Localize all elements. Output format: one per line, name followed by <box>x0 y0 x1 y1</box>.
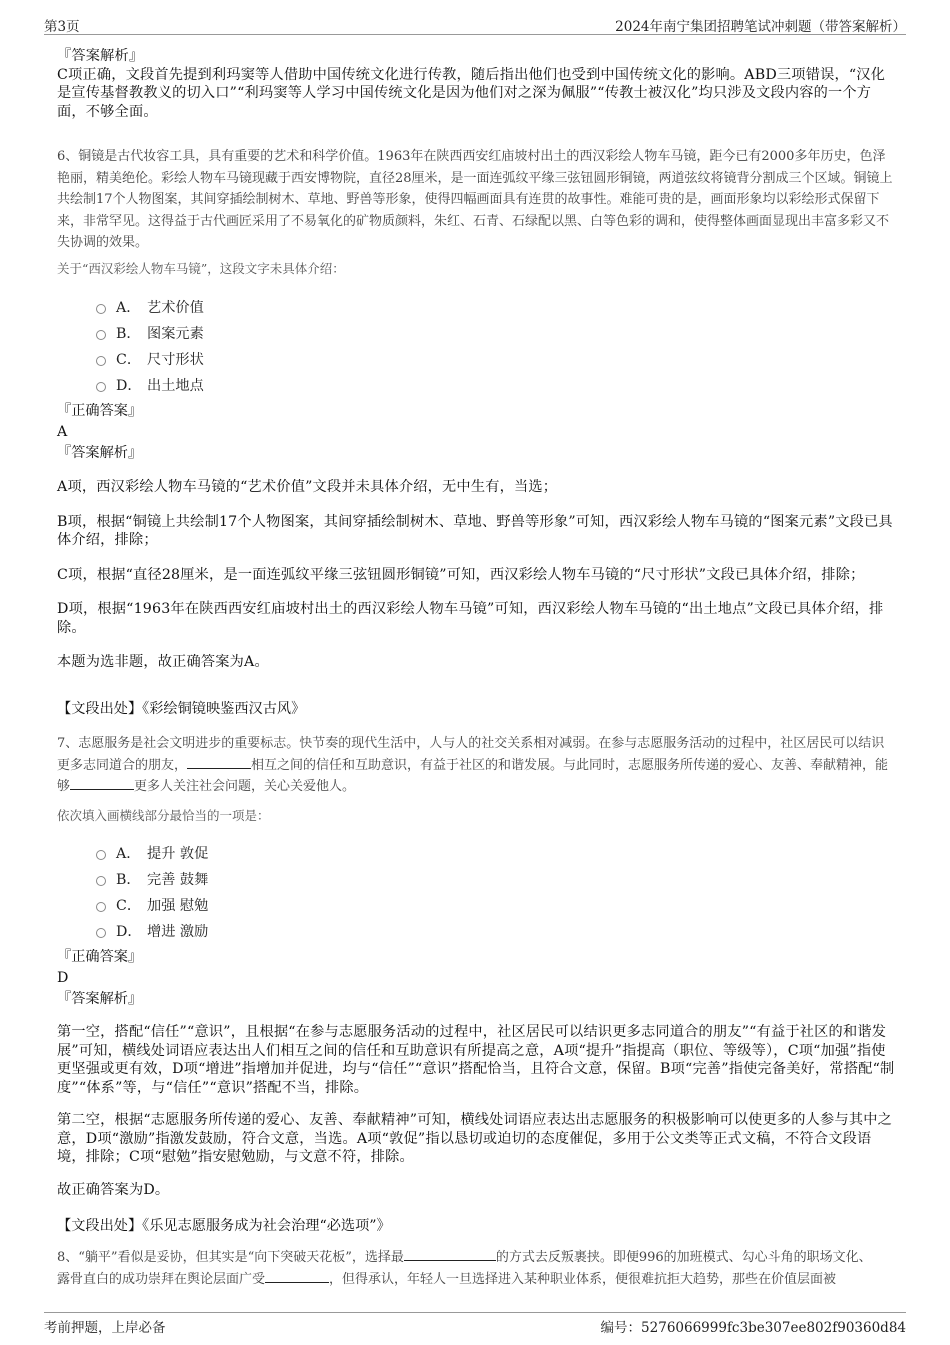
q7-analysis-second: 第二空，根据“志愿服务所传递的爱心、友善、奉献精神”可知，横线处词语应表达出志愿服务的积极影响可以使更多的人参与其中之意，D项“激励”指激发鼓励，符合文意，当选。A项“敦促”指以恳切或迫切的态度催促，多用于公文类等正式文稿，不符合文段语境，排除；C项“慰勉”指安慰勉励，与文意不符，排除。 <box>57 1112 892 1165</box>
page-header <box>44 14 906 35</box>
q7-stem: 7、志愿服务是社会文明进步的重要标志。快节奏的现代生活中，人与人的社交关系相对减弱。在参与志愿服务活动的过程中，社区居民可以结识更多志同道合的朋友， 相互之间的信任和互助意识，有益于社区的和谐发展。与此同时，志愿服务所传递的爱心、友善、奉献精神，能够 更多人关注社会问题，关心关爱他人。 <box>57 736 889 794</box>
q6-correct-label: 『正确答案』 <box>57 403 143 419</box>
q7-option-c[interactable]: C． 加强 慰勉 <box>96 892 208 918</box>
q7-correct-label: 『正确答案』 <box>57 949 143 965</box>
radio-icon[interactable] <box>96 356 106 366</box>
q6-option-c[interactable]: C． 尺寸形状 <box>96 346 204 372</box>
q6-option-d[interactable]: D． 出土地点 <box>96 372 204 398</box>
q7-analysis-conclusion: 故正确答案为D。 <box>57 1181 170 1198</box>
q6-option-b[interactable]: B． 图案元素 <box>96 320 204 346</box>
q7-options <box>96 840 208 944</box>
q6-analysis <box>57 478 897 682</box>
prev-analysis <box>57 47 897 121</box>
q6-options <box>96 294 204 398</box>
q6-analysis-c: C项，根据“直径28厘米，是一面连弧纹平缘三弦钮圆形铜镜”可知，西汉彩绘人物车马镜的“尺寸形状”文段已具体介绍，排除； <box>57 566 865 583</box>
q6-analysis-a: A项，西汉彩绘人物车马镜的“艺术价值”文段并未具体介绍，无中生有，当选； <box>57 479 558 495</box>
page-footer <box>44 1312 906 1336</box>
q6-correct-answer: A <box>57 424 68 440</box>
q6-option-a[interactable]: A． 艺术价值 <box>96 294 204 320</box>
q6-analysis-label: 『答案解析』 <box>57 445 143 461</box>
radio-icon[interactable] <box>96 382 106 392</box>
q6-stem: 6、铜镜是古代妆容工具，具有重要的艺术和科学价值。1963年在陕西西安红庙坡村出土的西汉彩绘人物车马镜，距今已有2000多年历史，色泽艳丽，精美绝伦。彩绘人物车马镜现藏于西安博物院，直径28厘米，是一面连弧纹平缘三弦钮圆形铜镜，两道弦纹将镜背分割成三个区域。铜镜上共绘制17个人物图案，其间穿插绘制树木、草地、野兽等形象，使得四幅画面具有连贯的故事性。难能可贵的是，画面形象均以彩绘形式保留下来，非常罕见。这得益于古代画匠采用了不易氧化的矿物质颜料，朱红、石青、石绿配以黑、白等色彩的调和，使得整体画面显现出丰富多彩又不失协调的效果。 <box>57 149 893 250</box>
q7-source: 【文段出处】《乐见志愿服务成为社会治理“必选项”》 <box>57 1218 391 1234</box>
footer-slogan: 考前押题，上岸必备 <box>44 1320 166 1336</box>
q7-option-b[interactable]: B． 完善 鼓舞 <box>96 866 208 892</box>
radio-icon[interactable] <box>96 876 106 886</box>
radio-icon[interactable] <box>96 850 106 860</box>
q8-blank-1 <box>404 1248 496 1261</box>
prev-analysis-label: 『答案解析』 <box>57 48 144 64</box>
q6-instruction: 关于“西汉彩绘人物车马镜”，这段文字未具体介绍： <box>57 261 345 276</box>
q8-stem: 8、“躺平”看似是妥协，但其实是“向下突破天花板”，选择最 的方式去反叛裹挟。即便996的加班模式、勾心斗角的职场文化、 露骨直白的成功崇拜在舆论层面广受 ，但得承认，年轻人一旦选择进入某种职业体系，便很难抗拒大趋势，那些在价值层面被 <box>57 1250 872 1287</box>
q6-analysis-d: D项，根据“1963年在陕西西安红庙坡村出土的西汉彩绘人物车马镜”可知，西汉彩绘人物车马镜的“出土地点”文段已具体介绍，排除。 <box>57 601 884 636</box>
page-number: 第3页 <box>44 19 80 35</box>
radio-icon[interactable] <box>96 928 106 938</box>
q7-analysis <box>57 1023 897 1209</box>
q7-blank-1 <box>187 756 251 769</box>
q6-analysis-conclusion: 本题为选非题，故正确答案为A。 <box>57 654 269 670</box>
prev-analysis-text: C项正确，文段首先提到利玛窦等人借助中国传统文化进行传教，随后指出他们也受到中国传统文化的影响。ABD三项错误，“汉化是宣传基督教教义的切入口”“利玛窦等人学习中国传统文化是因为他们对之深为佩服”“传教士被汉化”均只涉及文段内容的一个方面，不够全面。 <box>57 66 886 120</box>
q7-analysis-label: 『答案解析』 <box>57 991 143 1007</box>
radio-icon[interactable] <box>96 330 106 340</box>
q7-analysis-first: 第一空，搭配“信任”“意识”，且根据“在参与志愿服务活动的过程中，社区居民可以结识更多志同道合的朋友”“有益于社区的和谐发展”可知，横线处词语应表达出人们相互之间的信任和互助意识有所提高之意，A项“提升”指提高（职位、等级等），C项“加强”指使更坚强或更有效，D项“增进”指增加并促进，均与“信任”“意识”搭配恰当，且符合文意，保留。B项“完善”指使完备美好，常搭配“制度”“体系”等，与“信任”“意识”搭配不当，排除。 <box>57 1024 895 1096</box>
q7-correct-answer: D <box>57 970 69 986</box>
radio-icon[interactable] <box>96 304 106 314</box>
radio-icon[interactable] <box>96 902 106 912</box>
q7-instruction: 依次填入画横线部分最恰当的一项是： <box>57 808 270 823</box>
q7-option-d[interactable]: D． 增进 激励 <box>96 918 208 944</box>
q7-blank-2 <box>70 777 134 790</box>
q6-source: 【文段出处】《彩绘铜镜映鉴西汉古风》 <box>57 701 306 717</box>
document-id: 编号：5276066999fc3be307ee802f90360d84 <box>600 1320 906 1336</box>
q8-blank-2 <box>265 1270 329 1283</box>
q6-analysis-b: B项，根据“铜镜上共绘制17个人物图案，其间穿插绘制树木、草地、野兽等形象”可知，西汉彩绘人物车马镜的“图案元素”文段已具体介绍，排除； <box>57 513 893 548</box>
document-title: 2024年南宁集团招聘笔试冲刺题（带答案解析） <box>615 19 906 35</box>
q7-option-a[interactable]: A． 提升 敦促 <box>96 840 208 866</box>
